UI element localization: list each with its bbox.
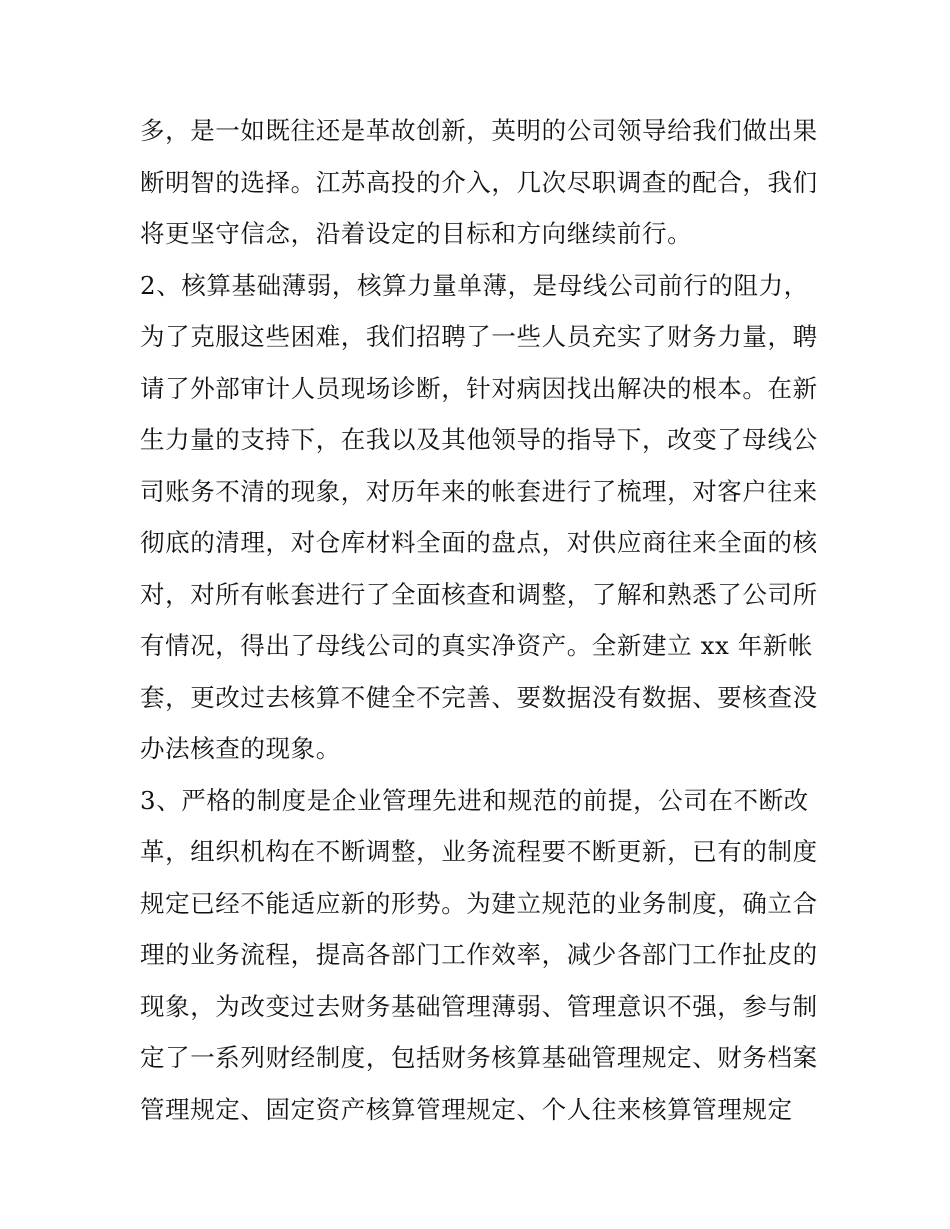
text-line: 多，是一如既往还是革故创新，英明的公司领导给我们做出果 [140,116,818,145]
text-line: 规定已经不能适应新的形势。为建立规范的业务制度，确立合 [140,888,818,918]
text-line: 有情况，得出了母线公司的真实净资产。全新建立 xx 年新帐 [140,631,814,660]
document-body [140,105,820,1135]
text-line: 革，组织机构在不断调整，业务流程要不断更新，已有的制度 [140,837,818,866]
text-line: 套，更改过去核算不健全不完善、要数据没有数据、要核查没 [140,682,818,712]
text-line: 定了一系列财经制度，包括财务核算基础管理规定、财务档案 [140,1043,818,1072]
text-line: 断明智的选择。江苏高投的介入，几次尽职调查的配合，我们 [140,167,818,197]
text-line: 3、严格的制度是企业管理先进和规范的前提，公司在不断改 [140,785,809,815]
text-line: 生力量的支持下，在我以及其他领导的指导下，改变了母线公 [140,425,818,454]
text-line: 管理规定、固定资产核算管理规定、个人往来核算管理规定 [140,1094,793,1124]
text-line: 办法核查的现象。 [140,734,341,763]
text-line: 2、核算基础薄弱，核算力量单薄，是母线公司前行的阻力， [140,270,809,300]
text-line: 司账务不清的现象，对历年来的帐套进行了梳理，对客户往来 [140,476,818,506]
text-line: 理的业务流程，提高各部门工作效率，减少各部门工作扯皮的 [140,940,818,969]
text-line: 彻底的清理，对仓库材料全面的盘点，对供应商往来全面的核 [140,528,818,557]
text-line: 对，对所有帐套进行了全面核查和调整，了解和熟悉了公司所 [140,579,818,609]
text-line: 为了克服这些困难，我们招聘了一些人员充实了财务力量，聘 [140,322,818,351]
text-line: 将更坚守信念，沿着设定的目标和方向继续前行。 [140,219,693,248]
text-line: 请了外部审计人员现场诊断，针对病因找出解决的根本。在新 [140,373,818,403]
text-line: 现象，为改变过去财务基础管理薄弱、管理意识不强，参与制 [140,991,818,1021]
